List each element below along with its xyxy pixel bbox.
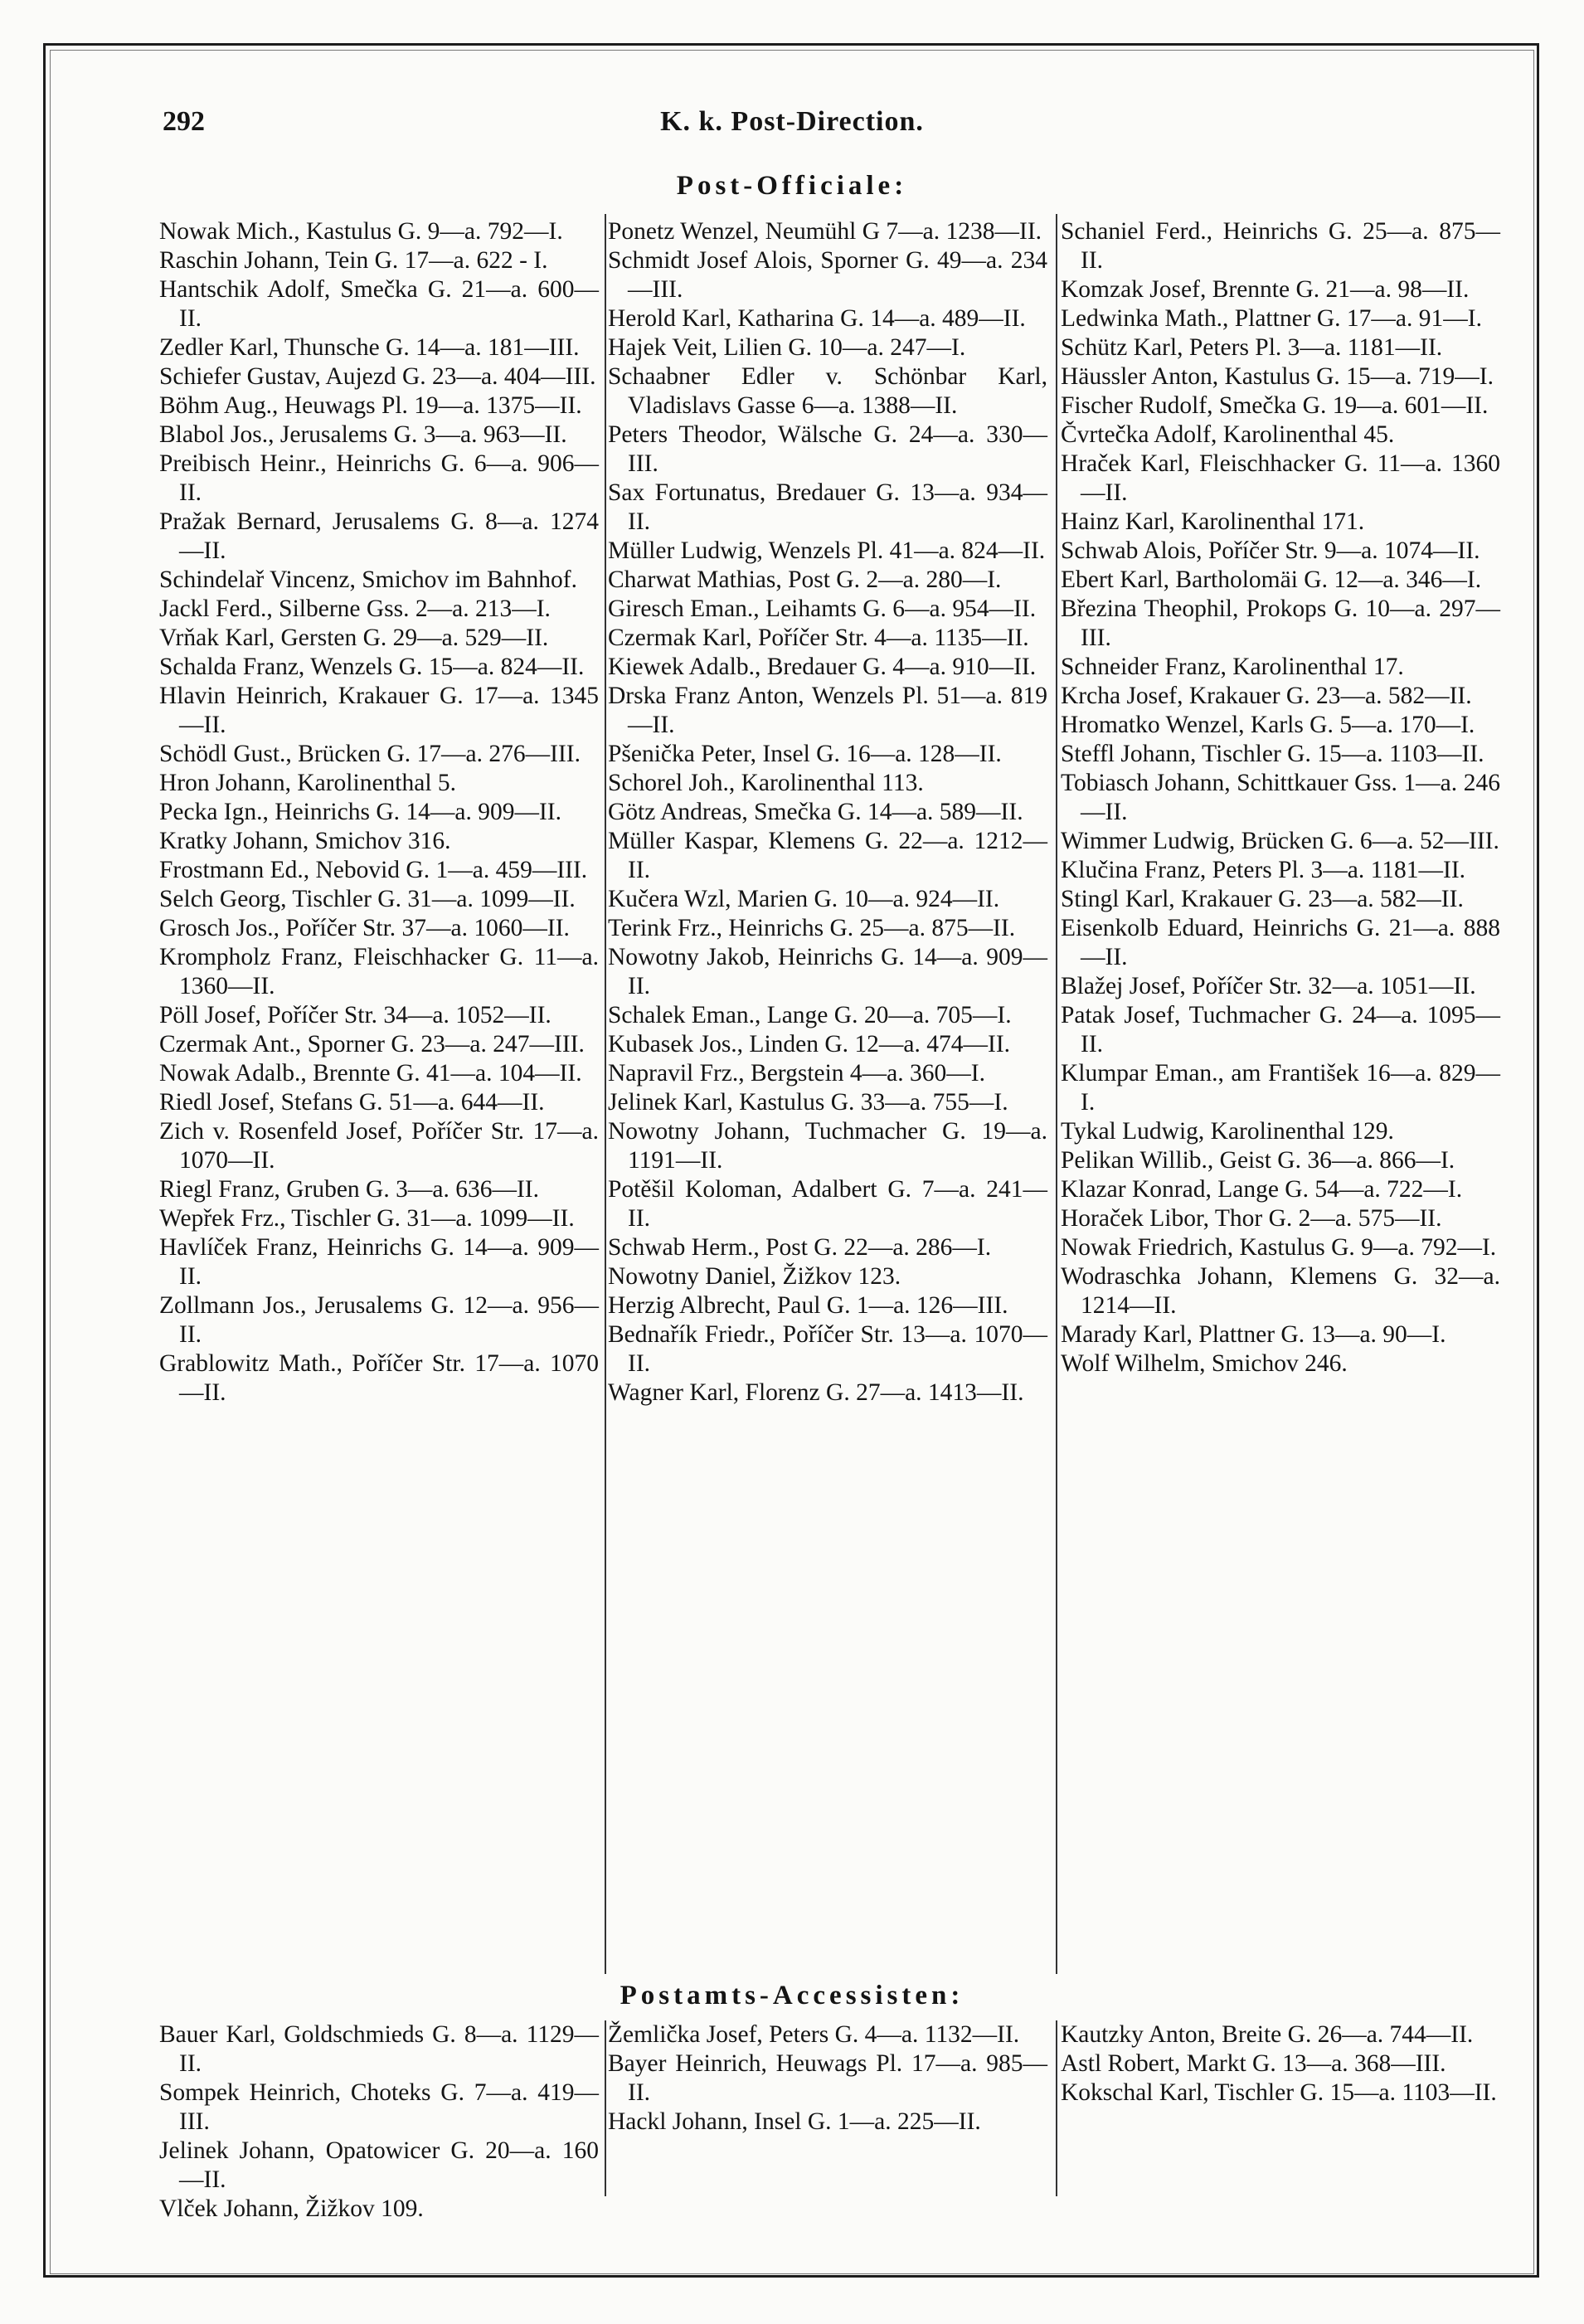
directory-entry: Preibisch Heinr., Heinrichs G. 6—a. 906—II.	[159, 450, 599, 506]
directory-entry: Peters Theodor, Wälsche G. 24—a. 330—III.	[608, 421, 1047, 477]
directory-entry: Sompek Heinrich, Choteks G. 7—a. 419—III.	[159, 2079, 599, 2135]
directory-entry: Hlavin Heinrich, Krakauer G. 17—a. 1345—II.	[159, 683, 599, 738]
directory-entry: Ebert Karl, Bartholomäi G. 12—a. 346—I.	[1061, 566, 1482, 593]
directory-entry: Horaček Libor, Thor G. 2—a. 575—II.	[1061, 1205, 1442, 1232]
directory-entry: Zollmann Jos., Jerusalems G. 12—a. 956—II.	[159, 1292, 599, 1348]
directory-entry: Herzig Albrecht, Paul G. 1—a. 126—III.	[608, 1292, 1008, 1319]
directory-entry: Pecka Ign., Heinrichs G. 14—a. 909—II.	[159, 799, 561, 825]
directory-entry: Schindelař Vincenz, Smichov im Bahnhof.	[159, 566, 578, 593]
directory-entry: Hron Johann, Karolinenthal 5.	[159, 770, 457, 796]
directory-entry: Vlček Johann, Žižkov 109.	[159, 2195, 424, 2222]
directory-entry: Hraček Karl, Fleischhacker G. 11—a. 1360—II.	[1061, 450, 1500, 506]
directory-entry: Nowotny Johann, Tuchmacher G. 19—a. 1191—II.	[608, 1118, 1047, 1174]
directory-entry: Schalda Franz, Wenzels G. 15—a. 824—II.	[159, 654, 585, 680]
directory-entry: Klučina Franz, Peters Pl. 3—a. 1181—II.	[1061, 857, 1466, 883]
column-rule	[605, 2020, 606, 2196]
officiale-column-2	[608, 217, 1047, 1408]
directory-entry: Blažej Josef, Poříčer Str. 32—a. 1051—II.	[1061, 973, 1476, 999]
directory-entry: Steffl Johann, Tischler G. 15—a. 1103—II.	[1061, 741, 1484, 767]
directory-entry: Nowak Mich., Kastulus G. 9—a. 792—I.	[159, 218, 563, 245]
directory-entry: Giresch Eman., Leihamts G. 6—a. 954—II.	[608, 596, 1037, 622]
directory-entry: Pelikan Willib., Geist G. 36—a. 866—I.	[1061, 1147, 1455, 1174]
directory-entry: Nowak Friedrich, Kastulus G. 9—a. 792—I.	[1061, 1234, 1497, 1261]
directory-entry: Vrňak Karl, Gersten G. 29—a. 529—II.	[159, 625, 549, 651]
directory-entry: Klumpar Eman., am František 16—a. 829—I.	[1061, 1060, 1500, 1116]
directory-entry: Hajek Veit, Lilien G. 10—a. 247—I.	[608, 334, 966, 361]
directory-entry: Grablowitz Math., Poříčer Str. 17—a. 1070—II.	[159, 1350, 599, 1406]
directory-entry: Nowotny Jakob, Heinrichs G. 14—a. 909—II.	[608, 944, 1047, 999]
directory-entry: Hackl Johann, Insel G. 1—a. 225—II.	[608, 2108, 981, 2135]
directory-entry: Hantschik Adolf, Smečka G. 21—a. 600—II.	[159, 276, 599, 332]
directory-entry: Drska Franz Anton, Wenzels Pl. 51—a. 819—II.	[608, 683, 1047, 738]
directory-entry: Frostmann Ed., Nebovid G. 1—a. 459—III.	[159, 857, 588, 883]
officiale-column-1	[159, 217, 599, 1408]
directory-entry: Wepřek Frz., Tischler G. 31—a. 1099—II.	[159, 1205, 575, 1232]
directory-entry: Wodraschka Johann, Klemens G. 32—a. 1214—II.	[1061, 1263, 1500, 1319]
directory-entry: Grosch Jos., Poříčer Str. 37—a. 1060—II.	[159, 915, 570, 941]
directory-entry: Astl Robert, Markt G. 13—a. 368—III.	[1061, 2050, 1446, 2077]
directory-entry: Müller Ludwig, Wenzels Pl. 41—a. 824—II.	[608, 537, 1046, 564]
directory-entry: Stingl Karl, Krakauer G. 23—a. 582—II.	[1061, 886, 1464, 912]
directory-entry: Patak Josef, Tuchmacher G. 24—a. 1095—II.	[1061, 1002, 1500, 1057]
directory-entry: Nowotny Daniel, Žižkov 123.	[608, 1263, 901, 1290]
directory-entry: Böhm Aug., Heuwags Pl. 19—a. 1375—II.	[159, 392, 582, 419]
directory-entry: Herold Karl, Katharina G. 14—a. 489—II.	[608, 305, 1026, 332]
directory-entry: Jackl Ferd., Silberne Gss. 2—a. 213—I.	[159, 596, 551, 622]
directory-entry: Czermak Ant., Sporner G. 23—a. 247—III.	[159, 1031, 585, 1057]
directory-entry: Wolf Wilhelm, Smichov 246.	[1061, 1350, 1348, 1377]
directory-entry: Schalek Eman., Lange G. 20—a. 705—I.	[608, 1002, 1012, 1028]
directory-entry: Žemlička Josef, Peters G. 4—a. 1132—II.	[608, 2021, 1020, 2048]
directory-entry: Klazar Konrad, Lange G. 54—a. 722—I.	[1061, 1176, 1463, 1203]
directory-entry: Wimmer Ludwig, Brücken G. 6—a. 52—III.	[1061, 828, 1499, 854]
directory-entry: Pšenička Peter, Insel G. 16—a. 128—II.	[608, 741, 1002, 767]
directory-entry: Potěšil Koloman, Adalbert G. 7—a. 241—II.	[608, 1176, 1047, 1232]
column-rule	[1056, 214, 1057, 1974]
directory-entry: Schwab Alois, Poříčer Str. 9—a. 1074—II.	[1061, 537, 1480, 564]
directory-entry: Bednařík Friedr., Poříčer Str. 13—a. 1070—II.	[608, 1321, 1047, 1377]
directory-entry: Terink Frz., Heinrichs G. 25—a. 875—II.	[608, 915, 1016, 941]
directory-entry: Zich v. Rosenfeld Josef, Poříčer Str. 17—a. 1070—II.	[159, 1118, 599, 1174]
directory-entry: Hromatko Wenzel, Karls G. 5—a. 170—I.	[1061, 712, 1475, 738]
directory-entry: Bayer Heinrich, Heuwags Pl. 17—a. 985—II.	[608, 2050, 1047, 2106]
directory-entry: Tobiasch Johann, Schittkauer Gss. 1—a. 246—II.	[1061, 770, 1500, 825]
directory-entry: Marady Karl, Plattner G. 13—a. 90—I.	[1061, 1321, 1446, 1348]
directory-entry: Sax Fortunatus, Bredauer G. 13—a. 934—II.	[608, 479, 1047, 535]
section-heading-post-officiale: Post-Officiale:	[676, 171, 908, 201]
directory-entry: Kautzky Anton, Breite G. 26—a. 744—II.	[1061, 2021, 1474, 2048]
directory-entry: Krcha Josef, Krakauer G. 23—a. 582—II.	[1061, 683, 1472, 709]
directory-entry: Pöll Josef, Poříčer Str. 34—a. 1052—II.	[159, 1002, 551, 1028]
directory-entry: Jelinek Karl, Kastulus G. 33—a. 755—I.	[608, 1089, 1008, 1116]
accessisten-column-1	[159, 2020, 599, 2224]
directory-entry: Selch Georg, Tischler G. 31—a. 1099—II.	[159, 886, 576, 912]
directory-entry: Blabol Jos., Jerusalems G. 3—a. 963—II.	[159, 421, 567, 448]
page-number: 292	[163, 106, 205, 137]
directory-entry: Müller Kaspar, Klemens G. 22—a. 1212—II.	[608, 828, 1047, 883]
directory-entry: Charwat Mathias, Post G. 2—a. 280—I.	[608, 566, 1002, 593]
directory-entry: Schödl Gust., Brücken G. 17—a. 276—III.	[159, 741, 581, 767]
directory-entry: Hainz Karl, Karolinenthal 171.	[1061, 508, 1365, 535]
directory-entry: Zedler Karl, Thunsche G. 14—a. 181—III.	[159, 334, 580, 361]
directory-entry: Kučera Wzl, Marien G. 10—a. 924—II.	[608, 886, 1000, 912]
directory-entry: Riedl Josef, Stefans G. 51—a. 644—II.	[159, 1089, 545, 1116]
directory-entry: Fischer Rudolf, Smečka G. 19—a. 601—II.	[1061, 392, 1489, 419]
directory-entry: Eisenkolb Eduard, Heinrichs G. 21—a. 888—II.	[1061, 915, 1500, 970]
directory-entry: Kubasek Jos., Linden G. 12—a. 474—II.	[608, 1031, 1011, 1057]
directory-entry: Häussler Anton, Kastulus G. 15—a. 719—I.	[1061, 363, 1494, 390]
directory-entry: Raschin Johann, Tein G. 17—a. 622 - I.	[159, 247, 548, 274]
directory-entry: Bauer Karl, Goldschmieds G. 8—a. 1129—II.	[159, 2021, 599, 2077]
directory-entry: Kratky Johann, Smichov 316.	[159, 828, 451, 854]
directory-entry: Kiewek Adalb., Bredauer G. 4—a. 910—II.	[608, 654, 1037, 680]
section-heading-postamts-accessisten: Postamts-Accessisten:	[620, 1981, 964, 2010]
directory-entry: Schütz Karl, Peters Pl. 3—a. 1181—II.	[1061, 334, 1443, 361]
running-head: K. k. Post-Direction.	[660, 106, 924, 137]
directory-entry: Komzak Josef, Brennte G. 21—a. 98—II.	[1061, 276, 1470, 303]
directory-entry: Kokschal Karl, Tischler G. 15—a. 1103—II.	[1061, 2079, 1497, 2106]
directory-entry: Ponetz Wenzel, Neumühl G 7—a. 1238—II.	[608, 218, 1042, 245]
directory-entry: Schneider Franz, Karolinenthal 17.	[1061, 654, 1404, 680]
officiale-column-3	[1061, 217, 1500, 1378]
column-rule	[1056, 2020, 1057, 2196]
directory-entry: Jelinek Johann, Opatowicer G. 20—a. 160—II.	[159, 2137, 599, 2193]
accessisten-column-2	[608, 2020, 1047, 2137]
directory-entry: Riegl Franz, Gruben G. 3—a. 636—II.	[159, 1176, 539, 1203]
directory-entry: Čvrtečka Adolf, Karolinenthal 45.	[1061, 421, 1395, 448]
directory-entry: Ledwinka Math., Plattner G. 17—a. 91—I.	[1061, 305, 1482, 332]
directory-entry: Havlíček Franz, Heinrichs G. 14—a. 909—II.	[159, 1234, 599, 1290]
directory-entry: Götz Andreas, Smečka G. 14—a. 589—II.	[608, 799, 1023, 825]
directory-entry: Nowak Adalb., Brennte G. 41—a. 104—II.	[159, 1060, 582, 1087]
directory-entry: Schwab Herm., Post G. 22—a. 286—I.	[608, 1234, 992, 1261]
directory-entry: Schiefer Gustav, Aujezd G. 23—a. 404—III.	[159, 363, 596, 390]
directory-entry: Schorel Joh., Karolinenthal 113.	[608, 770, 924, 796]
accessisten-column-3	[1061, 2020, 1500, 2108]
directory-entry: Krompholz Franz, Fleischhacker G. 11—a. 1360—II.	[159, 944, 599, 999]
directory-entry: Tykal Ludwig, Karolinenthal 129.	[1061, 1118, 1394, 1145]
directory-entry: Březina Theophil, Prokops G. 10—a. 297—III.	[1061, 596, 1500, 651]
directory-entry: Pražak Bernard, Jerusalems G. 8—a. 1274—II.	[159, 508, 599, 564]
directory-entry: Schaniel Ferd., Heinrichs G. 25—a. 875—II.	[1061, 218, 1500, 274]
directory-entry: Napravil Frz., Bergstein 4—a. 360—I.	[608, 1060, 985, 1087]
directory-entry: Schmidt Josef Alois, Sporner G. 49—a. 234—III.	[608, 247, 1047, 303]
directory-entry: Wagner Karl, Florenz G. 27—a. 1413—II.	[608, 1379, 1024, 1406]
column-rule	[605, 214, 606, 1974]
directory-entry: Czermak Karl, Poříčer Str. 4—a. 1135—II.	[608, 625, 1029, 651]
directory-entry: Schaabner Edler v. Schönbar Karl, Vladislavs Gasse 6—a. 1388—II.	[608, 363, 1047, 419]
